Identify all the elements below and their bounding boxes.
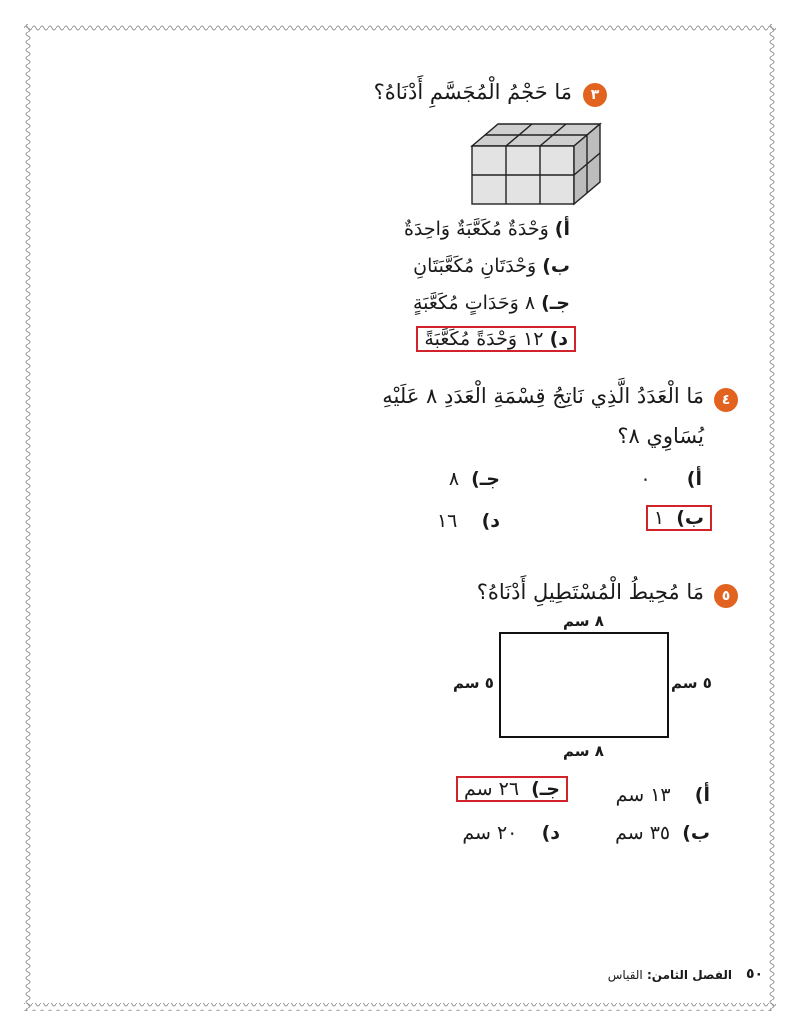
- option-text: ١٣ سم: [615, 784, 671, 806]
- question-4-text-line1: مَا الْعَدَدُ الَّذِي نَاتِجُ قِسْمَةِ الْعَدَدِ ٨ عَلَيْهِ: [382, 384, 704, 408]
- option-label: ب): [682, 822, 710, 844]
- option-text: وَحْدَتَانِ مُكَعَّبَتَانِ: [413, 255, 537, 277]
- question-4-option-a[interactable]: [640, 468, 702, 490]
- cube-prism-image: [470, 118, 610, 212]
- rectangle-right-label: ٥ سم: [671, 674, 712, 692]
- question-3-option-a[interactable]: [404, 218, 570, 240]
- option-label: أ): [686, 468, 702, 490]
- question-3-text: مَا حَجْمُ الْمُجَسَّمِ أَدْنَاهُ؟: [373, 80, 572, 104]
- question-5-option-a[interactable]: [616, 784, 710, 806]
- option-text: ٠: [640, 468, 651, 490]
- question-3-option-c[interactable]: [413, 292, 570, 314]
- question-4-text-line2: يُسَاوِي ٨؟: [617, 424, 704, 448]
- footer-chapter-label: الفصل الثامن:: [646, 968, 732, 982]
- rectangle-left-label: ٥ سم: [453, 674, 494, 692]
- question-3-option-d-answer[interactable]: [416, 326, 576, 352]
- question-5-option-d[interactable]: [462, 822, 560, 844]
- option-text: ٣٥ سم: [615, 822, 671, 844]
- option-label: جـ): [471, 468, 500, 490]
- question-4-option-d[interactable]: [437, 510, 500, 532]
- option-label: د): [549, 328, 568, 350]
- question-4-option-c[interactable]: [449, 468, 500, 490]
- rectangle-bottom-label: ٨ سم: [563, 742, 604, 760]
- footer-topic: القياس: [607, 968, 643, 982]
- page-number: ٥٠: [746, 966, 764, 982]
- question-5-option-b[interactable]: [615, 822, 710, 844]
- option-label: أ): [554, 218, 570, 240]
- option-text: ١٦: [436, 510, 458, 532]
- question-5-number: ٥: [714, 584, 738, 608]
- rectangle-shape: [499, 632, 669, 738]
- option-label: ب): [542, 255, 570, 277]
- question-4-number: ٤: [714, 388, 738, 412]
- question-5-option-c-answer[interactable]: [456, 776, 568, 802]
- option-text: ٨: [448, 468, 460, 490]
- option-label: جـ): [531, 778, 560, 800]
- option-text: وَحْدَةٌ مُكَعَّبَةٌ وَاحِدَةٌ: [403, 218, 549, 240]
- option-text: ٨ وَحَدَاتٍ مُكَعَّبَةٍ: [412, 292, 536, 314]
- rectangle-top-label: ٨ سم: [563, 612, 604, 630]
- option-text: ١٢ وَحْدَةً مُكَعَّبَةً: [424, 328, 544, 350]
- question-5-text: مَا مُحِيطُ الْمُسْتَطِيلِ أَدْنَاهُ؟: [476, 580, 704, 604]
- question-3-option-b[interactable]: [413, 255, 570, 277]
- question-4-option-b-answer[interactable]: [646, 505, 712, 531]
- option-text: ١: [653, 507, 665, 529]
- option-label: د): [541, 822, 560, 844]
- option-label: جـ): [541, 292, 570, 314]
- footer-chapter: [608, 968, 732, 982]
- option-label: أ): [694, 784, 710, 806]
- question-3-number: ٣: [583, 83, 607, 107]
- option-text: ٢٠ سم: [462, 822, 518, 844]
- option-label: د): [481, 510, 500, 532]
- option-label: ب): [676, 507, 704, 529]
- option-text: ٢٦ سم: [464, 778, 520, 800]
